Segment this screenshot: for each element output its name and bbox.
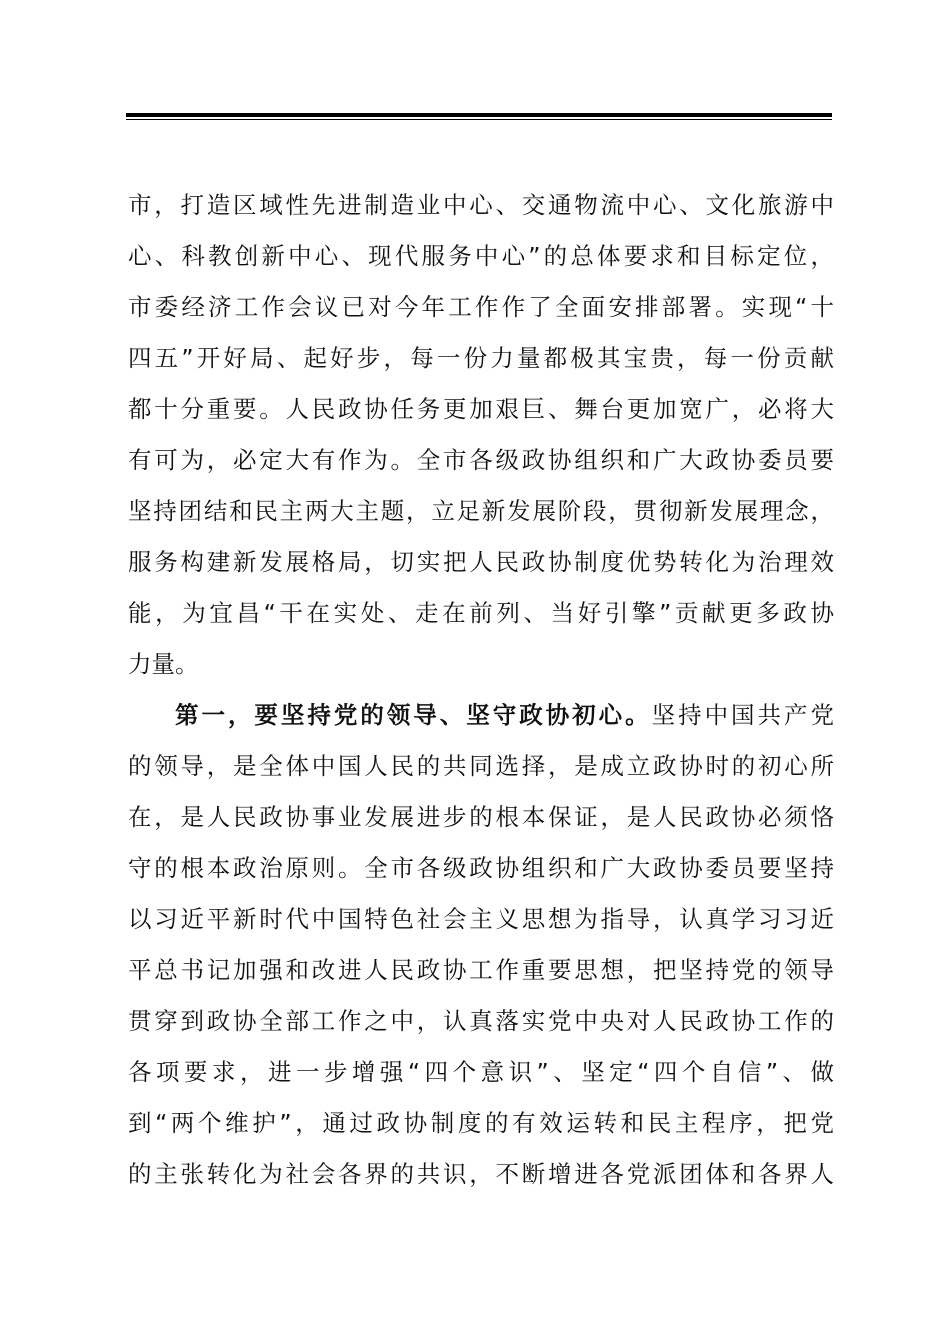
- text-line: 平总书记加强和改进人民政协工作重要思想，把坚持党的领导: [128, 956, 834, 984]
- body-text: [128, 180, 834, 1200]
- header-rule-thin: [126, 119, 832, 120]
- text-line: 各项要求，进一步增强“四个意识”、坚定“四个自信”、做: [128, 1058, 834, 1086]
- header-double-rule: [126, 113, 832, 120]
- text-line: 以习近平新时代中国特色社会主义思想为指导，认真学习习近: [128, 905, 834, 933]
- text-line: 能，为宜昌“干在实处、走在前列、当好引擎”贡献更多政协: [128, 599, 834, 627]
- text-line: 心、科教创新中心、现代服务中心”的总体要求和目标定位，: [128, 242, 834, 270]
- section-heading: 第一，要坚持党的领导、坚守政协初心。: [175, 701, 652, 729]
- text-line: 力量。: [128, 650, 199, 678]
- text-line: 守的根本政治原则。全市各级政协组织和广大政协委员要坚持: [128, 854, 834, 882]
- text-line: 都十分重要。人民政协任务更加艰巨、舞台更加宽广，必将大: [128, 395, 834, 423]
- paragraph-1: [128, 180, 834, 690]
- text-line: 贯穿到政协全部工作之中，认真落实党中央对人民政协工作的: [128, 1007, 834, 1035]
- text-line: 的主张转化为社会各界的共识，不断增进各党派团体和各界人: [128, 1160, 834, 1188]
- text-line: 的领导，是全体中国人民的共同选择，是成立政协时的初心所: [128, 752, 834, 780]
- heading-line-rest: 坚持中国共产党: [651, 701, 834, 729]
- text-line: 在，是人民政协事业发展进步的根本保证，是人民政协必须恪: [128, 803, 834, 831]
- text-line-first: [128, 690, 834, 741]
- text-line: 市，打造区域性先进制造业中心、交通物流中心、文化旅游中: [128, 191, 834, 219]
- text-line: 到“两个维护”，通过政协制度的有效运转和民主程序，把党: [128, 1109, 834, 1137]
- paragraph-2: [128, 690, 834, 1200]
- text-line: 服务构建新发展格局，切实把人民政协制度优势转化为治理效: [128, 548, 834, 576]
- text-line: 坚持团结和民主两大主题，立足新发展阶段，贯彻新发展理念，: [128, 497, 834, 525]
- text-line: 四五”开好局、起好步，每一份力量都极其宝贵，每一份贡献: [128, 344, 834, 372]
- text-line: 市委经济工作会议已对今年工作作了全面安排部署。实现“十: [128, 293, 834, 321]
- text-line: 有可为，必定大有作为。全市各级政协组织和广大政协委员要: [128, 446, 834, 474]
